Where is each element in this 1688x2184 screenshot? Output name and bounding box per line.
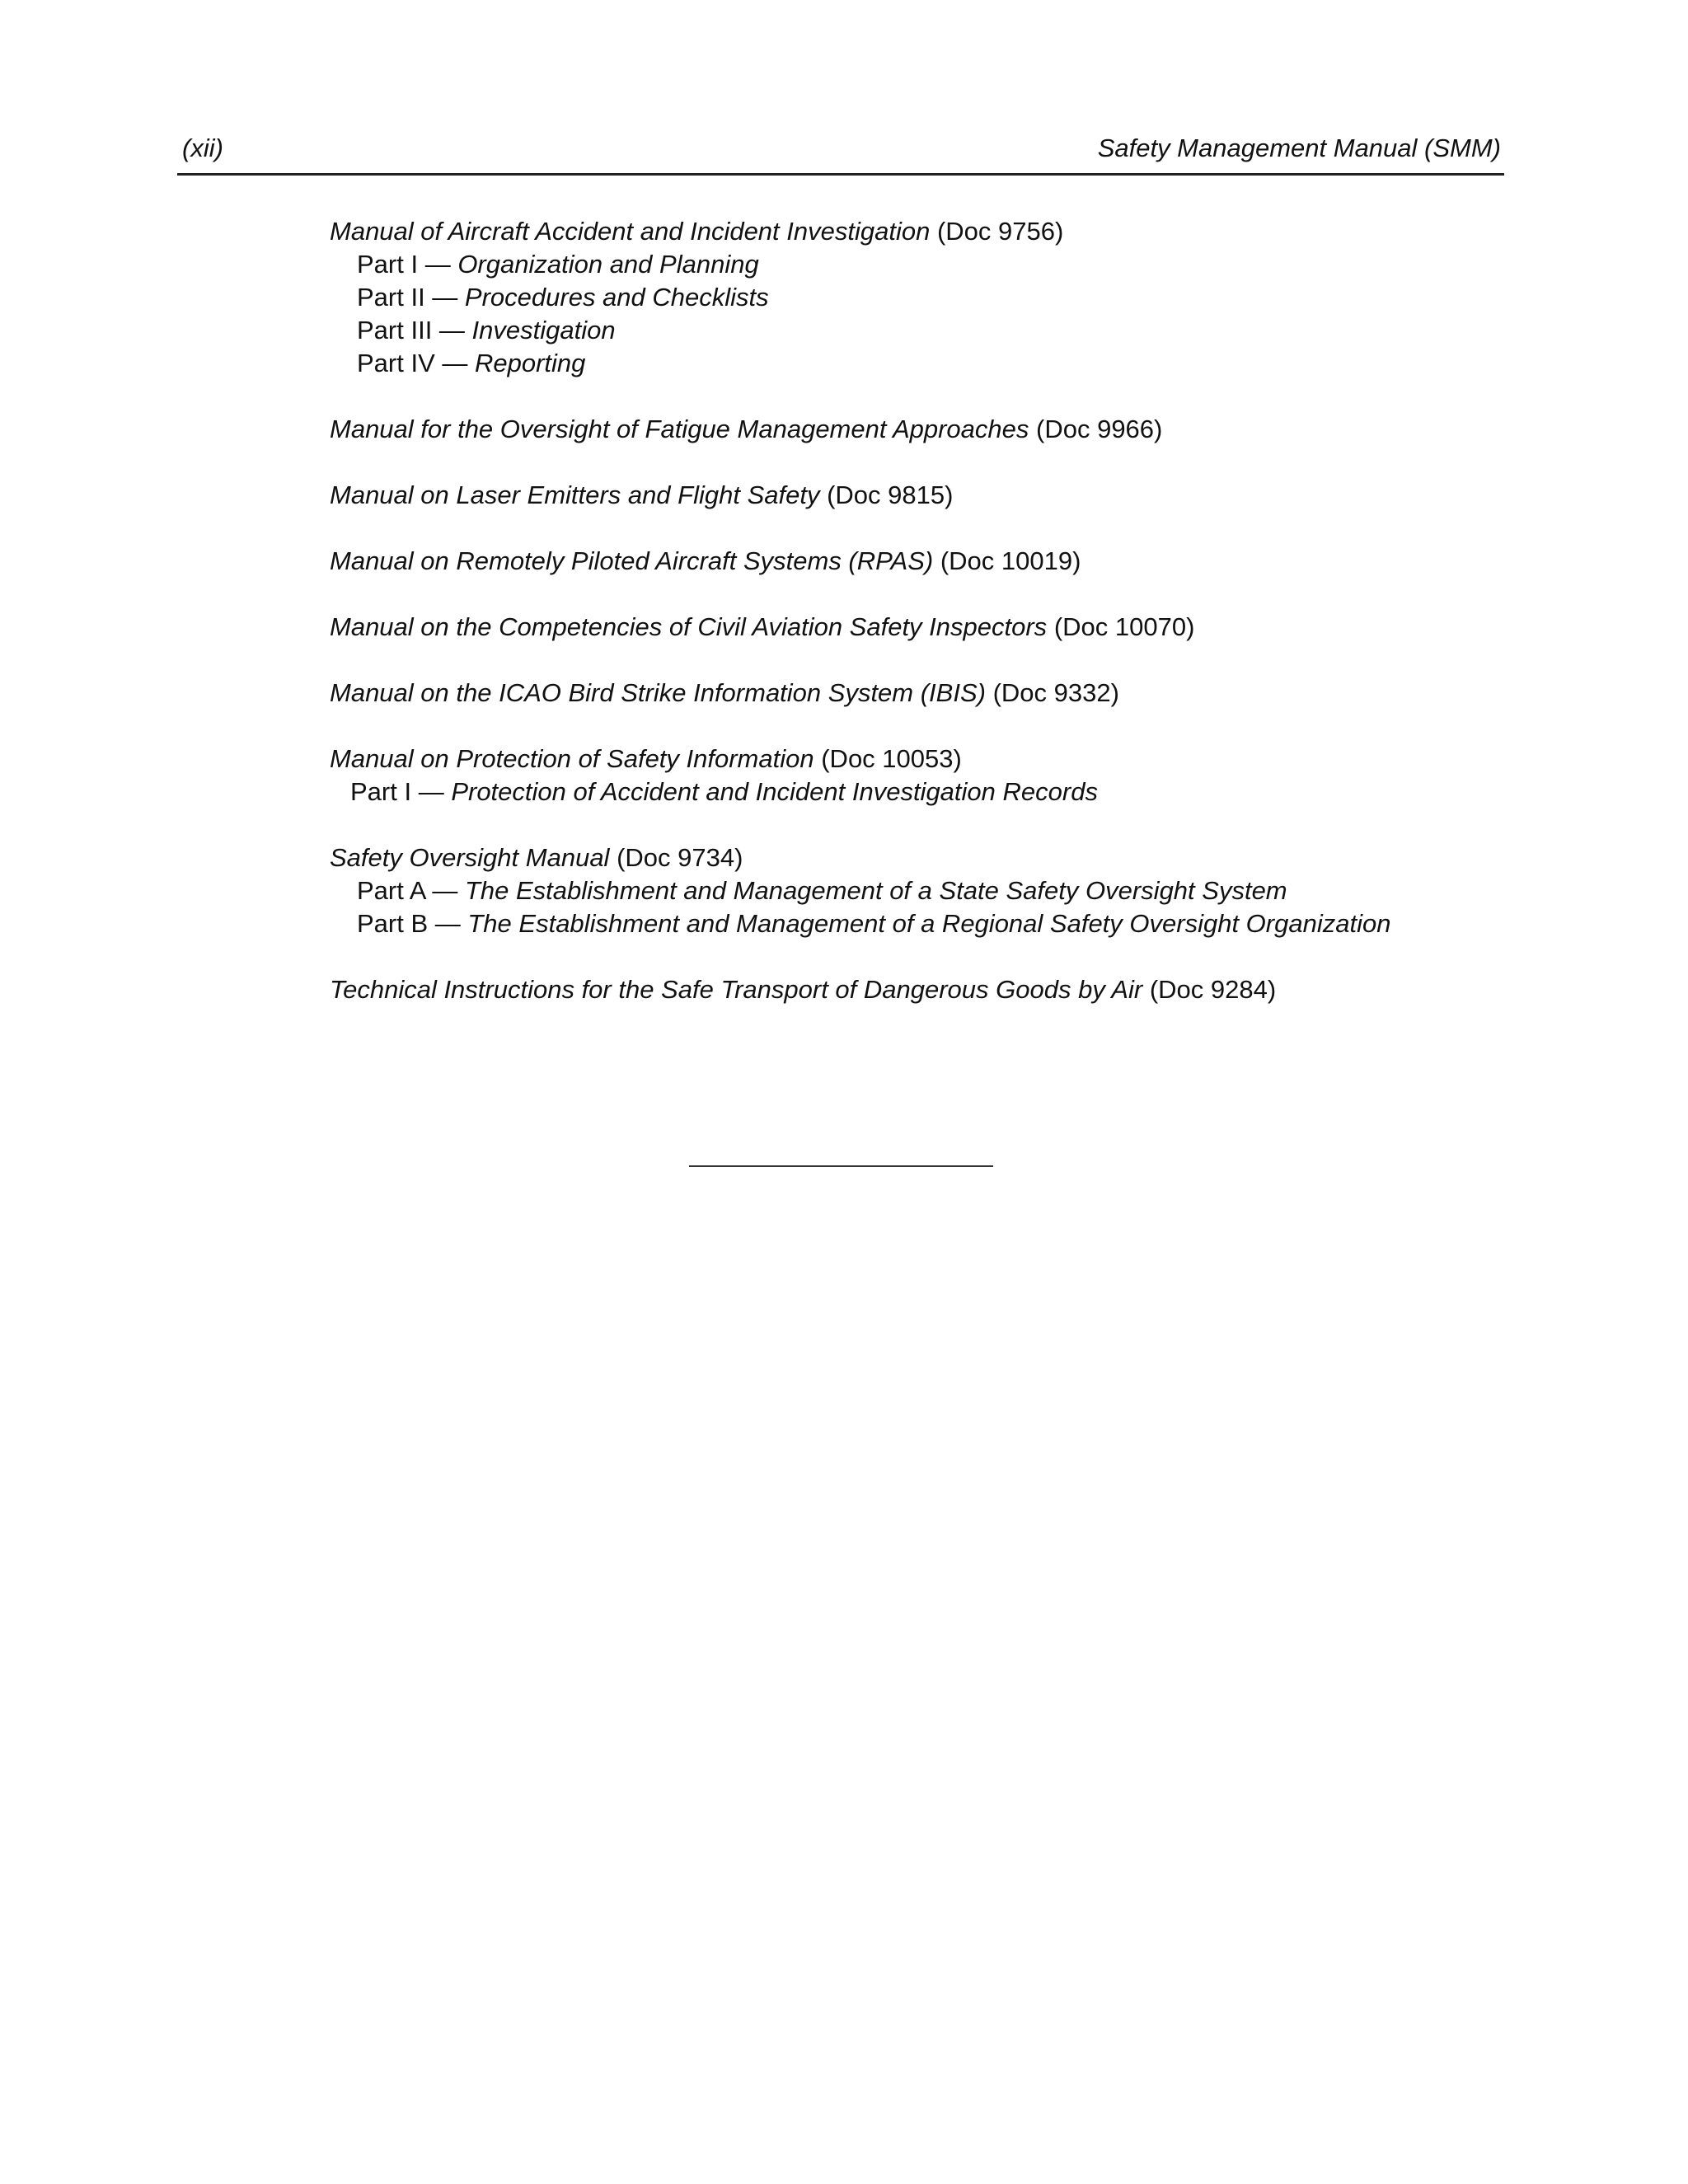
document-number: (Doc 9756) [936,217,1064,246]
bibliography-entry [330,215,1517,380]
part-label: Part II — [357,283,465,312]
document-number: (Doc 9332) [992,678,1119,707]
entry-heading [330,479,1517,512]
document-number: (Doc 10019) [940,546,1081,575]
document-number: (Doc 9284) [1149,975,1277,1004]
page-header [177,130,1504,176]
document-title: Manual on the ICAO Bird Strike Information System (IBIS) [330,678,986,707]
document-number: (Doc 10070) [1053,612,1195,641]
document-number: (Doc 9815) [827,480,954,509]
entry-heading [330,413,1517,446]
part-title: The Establishment and Management of a State Safety Oversight System [464,876,1287,905]
bibliography-entry [330,545,1517,578]
entry-heading [330,841,1517,874]
document-title: Manual on Remotely Piloted Aircraft Systems (RPAS) [330,546,934,575]
entry-heading [330,973,1517,1006]
entry-heading [330,677,1517,710]
document-part [330,874,1517,907]
bibliography-entry [330,677,1517,710]
document-title: Manual of Aircraft Accident and Incident Investigation [330,217,931,246]
bibliography-entry [330,973,1517,1006]
bibliography-entry [330,611,1517,644]
entry-heading [330,611,1517,644]
part-title: Reporting [474,349,586,377]
document-title: Technical Instructions for the Safe Transport of Dangerous Goods by Air [330,975,1143,1004]
document-part [330,314,1517,347]
document-title: Safety Oversight Manual [330,843,610,872]
document-title: Manual on Laser Emitters and Flight Safety [330,480,820,509]
part-label: Part III — [357,316,472,344]
part-label: Part I — [357,250,458,279]
part-label: Part B — [357,909,468,938]
bibliography-entry [330,479,1517,512]
running-title: Safety Management Manual (SMM) [1097,134,1501,162]
entry-heading [330,545,1517,578]
document-part [330,281,1517,314]
part-title: Investigation [471,316,616,344]
part-title: Procedures and Checklists [464,283,769,312]
entry-heading [330,215,1517,248]
document-number: (Doc 10053) [821,744,962,773]
bibliography-entry [330,413,1517,446]
document-title: Manual for the Oversight of Fatigue Management Approaches [330,415,1029,443]
document-part [330,776,1517,808]
bibliography-list [330,215,1517,1039]
end-of-section-rule [689,1165,993,1167]
part-title: Organization and Planning [457,250,759,279]
document-title: Manual on Protection of Safety Information [330,744,814,773]
part-label: Part I — [350,777,452,806]
entry-heading [330,743,1517,776]
document-number: (Doc 9966) [1036,415,1163,443]
part-label: Part A — [357,876,465,905]
part-title: Protection of Accident and Incident Investigation Records [451,777,1098,806]
page-number: (xii) [182,134,223,162]
document-part [330,347,1517,380]
part-title: The Establishment and Management of a Regional Safety Oversight Organization [467,909,1391,938]
bibliography-entry [330,743,1517,808]
document-part [330,907,1517,940]
bibliography-entry [330,841,1517,940]
part-label: Part IV — [357,349,475,377]
document-title: Manual on the Competencies of Civil Aviation Safety Inspectors [330,612,1048,641]
document-part [330,248,1517,281]
document-number: (Doc 9734) [617,843,743,872]
